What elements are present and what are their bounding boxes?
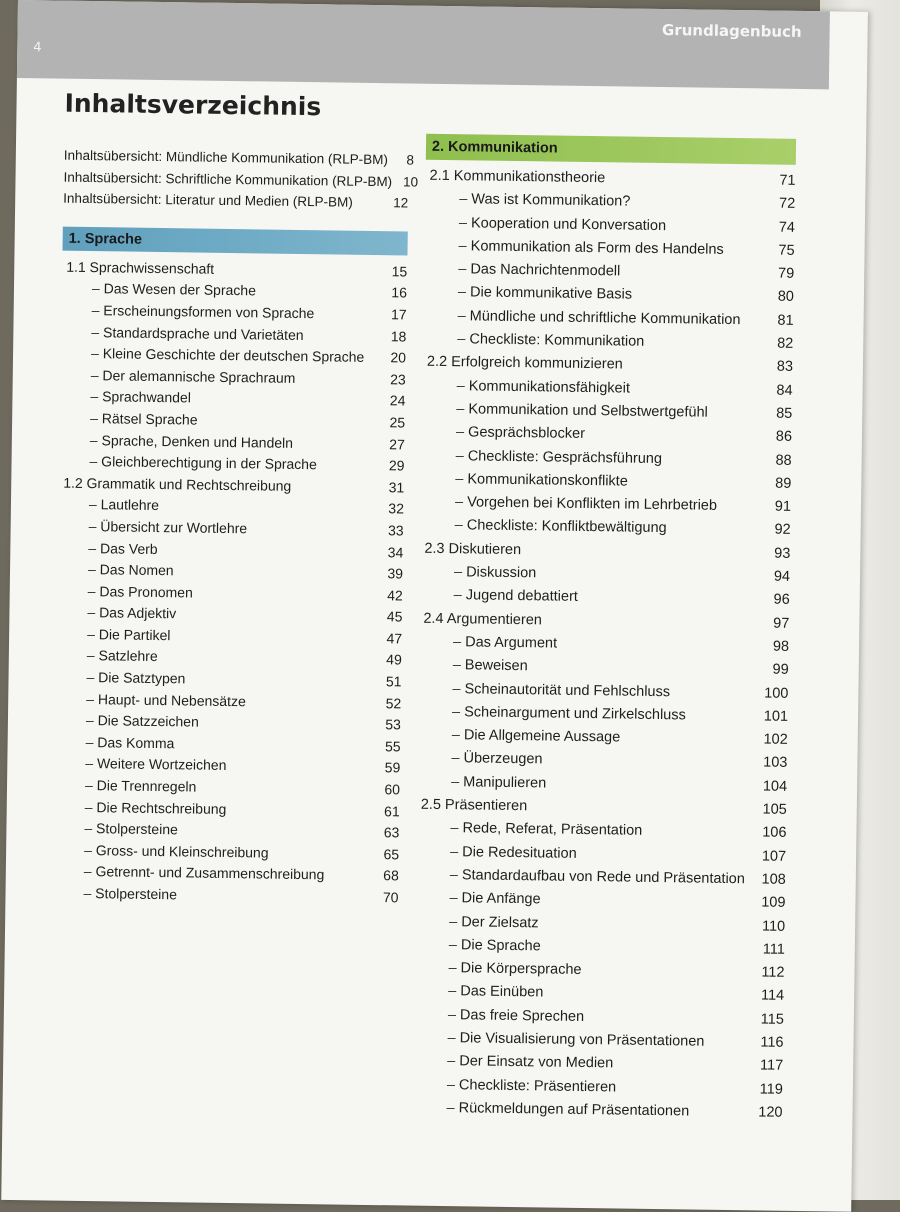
toc-page-number: 93 xyxy=(774,545,791,562)
toc-entry-label: 1.2 Grammatik und Rechtschreibung xyxy=(63,474,292,494)
toc-entry-label: – Diskussion xyxy=(420,564,536,582)
toc-page-number: 85 xyxy=(776,405,793,422)
toc-page-number: 107 xyxy=(761,848,787,865)
toc-entry-label: – Die Satzzeichen xyxy=(56,712,199,730)
toc-page-number: 15 xyxy=(391,263,408,280)
toc-entry-label: – Rückmeldungen auf Präsentationen xyxy=(412,1099,689,1119)
book-title: Grundlagenbuch xyxy=(661,20,802,41)
toc-page-number: 72 xyxy=(778,195,796,213)
toc-entry-label: – Jugend debattiert xyxy=(420,587,578,605)
toc-page-number: 88 xyxy=(775,452,792,469)
toc-entry-label: – Der Einsatz von Medien xyxy=(413,1053,613,1072)
toc-page-number: 39 xyxy=(387,565,404,582)
overview-label: Inhaltsübersicht: Schriftliche Kommunikation (RLP-BM) xyxy=(63,169,393,189)
toc-page-number: 52 xyxy=(385,694,402,712)
toc-page-number: 100 xyxy=(764,685,789,702)
toc-page-number: 27 xyxy=(389,435,405,452)
toc-entry-label: – Der alemannische Sprachraum xyxy=(61,366,296,385)
toc-entry-label: 2.5 Präsentieren xyxy=(420,796,528,815)
toc-page-number: 86 xyxy=(775,428,793,446)
toc-entry-label: – Die Visualisierung von Präsentationen xyxy=(413,1030,704,1050)
toc-page-number: 51 xyxy=(385,673,402,690)
toc-entry-label: – Das Nachrichtenmodell xyxy=(424,261,620,280)
toc-page-number: 84 xyxy=(776,382,793,399)
toc-page-number: 94 xyxy=(773,568,791,585)
header-bar xyxy=(17,0,830,89)
toc-page-number: 99 xyxy=(772,661,789,679)
toc-page-number: 25 xyxy=(389,414,406,431)
toc-entry-label: – Satzlehre xyxy=(57,647,158,664)
toc-page-number: 110 xyxy=(761,917,786,935)
toc-page-number: 55 xyxy=(384,738,401,755)
toc-page-number: 63 xyxy=(383,824,400,841)
toc-page-number: 120 xyxy=(758,1104,783,1121)
toc-entry-label: – Vorgehen bei Konflikten im Lehrbetrieb xyxy=(421,494,717,514)
overview-row xyxy=(63,191,408,217)
toc-page-number: 60 xyxy=(384,781,401,798)
toc-entry-label: – Das Komma xyxy=(56,733,175,751)
toc-entry-label: – Die Körpersprache xyxy=(414,960,581,978)
toc-page-number: 104 xyxy=(762,778,788,795)
toc-entry-label: – Scheinargument und Zirkelschluss xyxy=(418,703,686,723)
toc-entry-label: – Rede, Referat, Präsentation xyxy=(416,820,642,839)
toc-entry-label: – Sprachwandel xyxy=(60,388,191,406)
chapter1-entries xyxy=(53,258,407,911)
toc-entry-label: – Die Trennregeln xyxy=(55,777,197,795)
toc-entry-label: – Checkliste: Kommunikation xyxy=(423,331,644,350)
toc-page-number: 71 xyxy=(779,172,796,189)
toc-page-number: 115 xyxy=(760,1011,784,1028)
toc-page-number: 23 xyxy=(390,370,406,388)
toc-entry-label: – Kommunikationsfähigkeit xyxy=(423,377,631,396)
toc-entry-row xyxy=(412,1099,782,1127)
toc-entry-label: – Kleine Geschichte der deutschen Sprache xyxy=(61,345,364,365)
toc-entry-label: – Das Nomen xyxy=(58,561,174,579)
chapter2-entries xyxy=(412,168,795,1128)
toc-entry-label: – Checkliste: Präsentieren xyxy=(413,1076,616,1095)
toc-entry-label: – Das Einüben xyxy=(414,983,543,1001)
toc-entry-label: – Die Sprache xyxy=(415,936,541,954)
toc-page-number: 42 xyxy=(387,586,403,604)
toc-entry-label: – Checkliste: Konfliktbewältigung xyxy=(421,517,667,536)
toc-entry-label: – Was ist Kommunikation? xyxy=(425,191,630,210)
toc-entry-label: – Gleichberechtigung in der Sprache xyxy=(59,453,316,473)
toc-page-number: 16 xyxy=(391,284,408,301)
overview-label: Inhaltsübersicht: Mündliche Kommunikation (RLP-BM) xyxy=(63,147,389,168)
toc-entry-label: – Die Anfänge xyxy=(415,890,540,908)
toc-page-number: 103 xyxy=(763,754,788,772)
overview-list xyxy=(63,147,419,218)
toc-entry-label: 1.1 Sprachwissenschaft xyxy=(66,258,215,277)
overview-page: 8 xyxy=(406,152,415,168)
toc-page-number: 59 xyxy=(384,759,401,776)
toc-entry-label: – Das Verb xyxy=(58,539,157,556)
toc-page-number: 17 xyxy=(390,306,407,323)
toc-page-number: 111 xyxy=(762,941,785,958)
overview-page: 12 xyxy=(393,195,409,211)
toc-page-number: 20 xyxy=(390,349,407,366)
toc-page-number: 29 xyxy=(388,457,405,474)
toc-page-number: 18 xyxy=(390,327,407,345)
toc-page-number: 31 xyxy=(388,478,405,496)
toc-page-number: 117 xyxy=(759,1057,784,1075)
page-number: 4 xyxy=(33,40,42,56)
toc-page-number: 34 xyxy=(387,543,404,560)
toc-page-number: 74 xyxy=(778,219,796,236)
book-page xyxy=(1,0,868,1212)
toc-page-number: 97 xyxy=(773,615,790,632)
toc-page-number: 91 xyxy=(774,498,792,515)
toc-page-number: 119 xyxy=(759,1081,783,1098)
toc-entry-label: – Die Allgemeine Aussage xyxy=(418,727,621,746)
toc-page-number: 116 xyxy=(760,1034,784,1051)
toc-page-number: 80 xyxy=(777,289,795,306)
toc-page-number: 61 xyxy=(384,802,400,820)
toc-page-number: 82 xyxy=(777,335,794,352)
toc-page-number: 79 xyxy=(777,265,795,283)
toc-page-number: 53 xyxy=(385,716,402,733)
toc-entry-label: – Scheinautorität und Fehlschluss xyxy=(418,680,670,700)
toc-page-number: 81 xyxy=(777,312,794,329)
toc-entry-label: 2.1 Kommunikationstheorie xyxy=(429,167,606,187)
toc-entry-label: – Gross- und Kleinschreibung xyxy=(54,841,269,860)
toc-page-number: 105 xyxy=(762,801,787,818)
toc-entry-label: – Beweisen xyxy=(419,657,528,675)
toc-entry-label: – Überzeugen xyxy=(417,750,542,768)
toc-entry-label: – Das freie Sprechen xyxy=(414,1006,584,1024)
toc-page-number: 102 xyxy=(763,731,788,748)
toc-entry-row xyxy=(53,885,398,911)
toc-entry-label: – Die Satztypen xyxy=(56,669,185,687)
toc-entry-label: – Manipulieren xyxy=(417,773,546,791)
toc-entry-label: – Kommunikation und Selbstwertgefühl xyxy=(422,401,708,421)
toc-entry-label: – Getrennt- und Zusammenschreibung xyxy=(54,863,325,883)
toc-entry-label: 2.2 Erfolgreich kommunizieren xyxy=(426,354,623,373)
toc-entry-label: 2.4 Argumentieren xyxy=(423,610,543,629)
toc-page-number: 98 xyxy=(772,638,790,655)
toc-page-number: 108 xyxy=(761,871,786,888)
toc-entry-label: – Die Partikel xyxy=(57,625,170,643)
toc-entry-label: – Checkliste: Gesprächsführung xyxy=(422,447,663,466)
toc-page-number: 33 xyxy=(387,522,404,539)
toc-page-number: 32 xyxy=(388,500,405,517)
toc-entry-label: – Standardsprache und Varietäten xyxy=(61,323,303,342)
toc-page-number: 24 xyxy=(389,392,406,409)
toc-entry-label: – Kommunikation als Form des Handelns xyxy=(424,238,723,258)
toc-page-number: 70 xyxy=(382,889,399,906)
toc-entry-label: – Das Wesen der Sprache xyxy=(62,280,256,299)
toc-page-number: 96 xyxy=(773,591,790,609)
chapter1-heading: 1. Sprache xyxy=(63,226,408,255)
toc-entry-label: 2.3 Diskutieren xyxy=(424,540,522,558)
toc-entry-label: – Weitere Wortzeichen xyxy=(55,755,226,773)
toc-page-number: 101 xyxy=(763,708,789,725)
overview-label: Inhaltsübersicht: Literatur und Medien (RLP-BM) xyxy=(63,190,353,210)
toc-page-number: 106 xyxy=(762,824,787,842)
toc-entry-label: – Übersicht zur Wortlehre xyxy=(59,518,248,537)
toc-entry-label: – Die Redesituation xyxy=(416,843,577,861)
toc-entry-label: – Der Zielsatz xyxy=(415,913,539,931)
toc-page-number: 83 xyxy=(776,359,794,376)
toc-page-number: 45 xyxy=(386,608,403,625)
toc-entry-label: – Rätsel Sprache xyxy=(60,410,198,428)
toc-entry-label: – Stolpersteine xyxy=(53,885,177,903)
toc-entry-label: – Haupt- und Nebensätze xyxy=(56,690,246,709)
toc-right-column xyxy=(412,134,796,1128)
toc-page-number: 109 xyxy=(761,894,786,912)
toc-entry-label: – Die Rechtschreibung xyxy=(55,798,227,816)
toc-entry-label: – Standardaufbau von Rede und Präsentation xyxy=(416,867,745,888)
toc-entry-label: – Sprache, Denken und Handeln xyxy=(60,431,293,450)
chapter2-heading: 2. Kommunikation xyxy=(426,134,796,165)
toc-entry-label: – Erscheinungsformen von Sprache xyxy=(62,302,315,322)
overview-page: 10 xyxy=(402,173,419,190)
toc-entry-label: – Kommunikationskonflikte xyxy=(421,471,628,490)
toc-entry-label: – Stolpersteine xyxy=(54,820,178,838)
toc-entry-label: – Kooperation und Konversation xyxy=(425,214,666,233)
toc-page-number: 89 xyxy=(775,475,792,492)
toc-entry-label: – Das Pronomen xyxy=(58,582,193,600)
toc-page-number: 68 xyxy=(383,867,399,884)
toc-entry-label: – Gesprächsblocker xyxy=(422,424,585,442)
toc-page-number: 75 xyxy=(778,242,795,259)
toc-page-number: 114 xyxy=(760,987,785,1005)
toc-page-number: 65 xyxy=(383,846,400,863)
toc-entry-label: – Die kommunikative Basis xyxy=(424,284,632,303)
toc-entry-label: – Lautlehre xyxy=(59,496,159,513)
toc-page-number: 47 xyxy=(386,630,403,647)
toc-left-column xyxy=(53,85,419,911)
toc-page-number: 92 xyxy=(774,522,791,539)
page-title: Inhaltsverzeichnis xyxy=(64,88,322,122)
toc-page-number: 49 xyxy=(386,651,402,668)
toc-entry-label: – Das Adjektiv xyxy=(57,604,176,622)
toc-entry-label: – Das Argument xyxy=(419,634,557,652)
toc-entry-label: – Mündliche und schriftliche Kommunikation xyxy=(424,307,741,327)
toc-page-number: 112 xyxy=(761,964,785,981)
